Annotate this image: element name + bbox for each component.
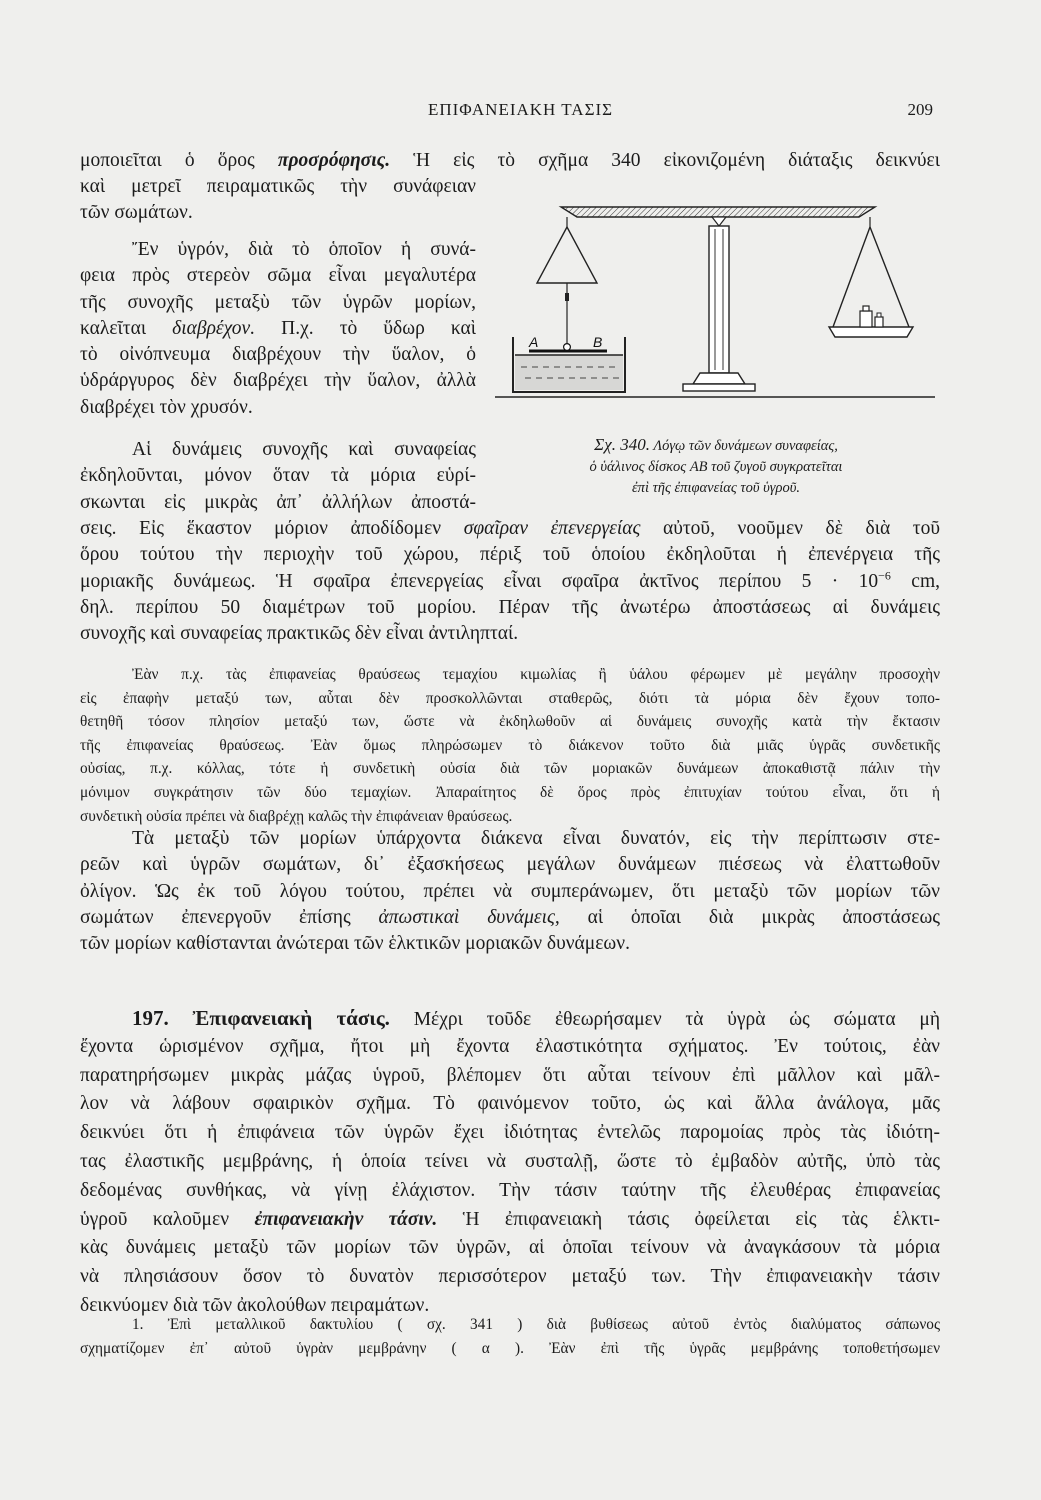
wetting-paragraph: Ἔν ὑγρόν, διὰ τὸ ὁποῖον ἡ συνά- φεια πρὸς στερεὸν σῶμα εἶναι μεγαλυτέρα τῆς συνοχῆς μεταξὺ τῶν ὑγρῶν μορίων, καλεῖται διαβρέχον. Π.χ. τὸ ὕδωρ καὶ τὸ οἰνόπνευμα διαβρέχουν τὴν ὕαλον, ὁ ὑδράργυρος δὲν διαβρέχει τὴν ὕαλον, ἀλλὰ διαβρέχει τὸν χρυσόν. (80, 239, 476, 418)
balance-beam (561, 207, 875, 226)
term-repulsive-forces: ἀπωστικαὶ δυνάμεις, (378, 906, 560, 928)
weights (860, 306, 883, 327)
page-number: 209 (907, 100, 933, 119)
figure-caption: Σχ. 340. Λόγῳ τῶν δυνάμεων συναφείας, ὁ ὑάλινος δίσκος AB τοῦ ζυγοῦ συγκρατεῖται ἐπὶ τῆς ἐπιφανείας τοῦ ὑγροῦ. (589, 435, 843, 496)
forces-paragraph-wrapped: Αἱ δυνάμεις συνοχῆς καὶ συναφείας ἐκδηλοῦνται, μόνον ὅταν τὰ μόρια εὑρί- σκωνται εἰς μικρὰς ἀπ᾽ ἀλλήλων ἀποστά- (80, 439, 476, 513)
section-heading: Ἐπιφανειακὴ τάσις. (192, 1006, 390, 1030)
point-b-label: B (593, 334, 603, 350)
experiment-paragraph: 1. Ἐπὶ μεταλλικοῦ δακτυλίου ( σχ. 341 ) διὰ βυθίσεως αὐτοῦ ἐντὸς διαλύματος σάπωνος σχηματίζομεν ἐπ᾽ αὐτοῦ ὑγρὰν μεμβράνην ( α ). Ἐὰν ἐπὶ τῆς ὑγρᾶς μεμβράνης τοποθετήσωμεν (80, 1316, 940, 1357)
figure-label: Σχ. 340. (594, 435, 650, 454)
term-prosrofisis: προσρόφησις. (277, 150, 391, 171)
intro-line: μοποιεῖται ὁ ὅρος προσρόφησις. Ἡ εἰς τὸ σχῆμα 340 εἰκονιζομένη διάταξις δεικνύει (80, 150, 940, 171)
left-pan-hanger (537, 217, 597, 345)
section-number: 197. (132, 1006, 169, 1030)
gaps-paragraph: Τὰ μεταξὺ τῶν μορίων ὑπάρχοντα διάκενα εἶναι δυνατόν, εἰς τὴν περίπτωσιν στε- ρεῶν καὶ ὑγρῶν σωμάτων, δι᾽ ἐξασκήσεως μεγάλων δυνάμεων πιέσεως νὰ ἐλαττωθοῦν ὀλίγον. Ὡς ἐκ τοῦ λόγου τούτου, πρέπει νὰ συμπεράνωμεν, ὅτι μεταξὺ τῶν μορίων τῶν σωμάτων ἐπενεργοῦν ἐπίσης ἀπωστικαὶ δυνάμεις, αἱ ὁποῖαι διὰ μικρὰς ἀποστάσεως τῶν μορίων καθίστανται ἀνώτεραι τῶν ἑλκτικῶν μοριακῶν δυνάμεων. (80, 828, 940, 955)
term-diavrechon: διαβρέχον. (172, 317, 256, 339)
term-surface-tension: ἐπιφανειακὴν τάσιν. (254, 1208, 438, 1230)
running-header: ΕΠΙΦΑΝΕΙΑΚΗ ΤΑΣΙΣ (427, 100, 614, 119)
forces-paragraph: σεις. Εἰς ἕκαστον μόριον ἀποδίδομεν σφαῖραν ἐπενεργείας αὐτοῦ, νοοῦμεν δὲ διὰ τοῦ ὅρου τούτου τὴν περιοχὴν τοῦ χώρου, πέριξ τοῦ ὁποίου ἐκδηλοῦται ἡ ἐπενέργεια τῆς μοριακῆς δυνάμεως. Ἡ σφαῖρα ἐπενεργείας εἶναι σφαῖρα ἀκτῖνος περίπου $5 \cdot 10^{-6}$ cm, δηλ. περίπου 50 διαμέτρων τοῦ μορίου. Πέραν τῆς ἀνωτέρω ἀποστάσεως αἱ δυνάμεις συνοχῆς καὶ συναφείας πρακτικῶς δὲν εἶναι ἀντιληπταί. (80, 518, 940, 645)
point-a-label: A (529, 334, 539, 350)
section-197: 197. Ἐπιφανειακὴ τάσις. Μέχρι τοῦδε ἐθεωρήσαμεν τὰ ὑγρὰ ὡς σώματα μὴ ἔχοντα ὡρισμένον σχῆμα, ἤτοι μὴ ἔχοντα ἐλαστικότητα σχήματος. Ἐν τούτοις, ἐὰν παρατηρήσωμεν μικρὰς μάζας ὑγροῦ, βλέπομεν ὅτι αὗται τείνουν ἐπὶ μᾶλλον καὶ μᾶλ- λον νὰ λάβουν σφαιρικὸν σχῆμα. Τὸ φαινόμενον τοῦτο, ὡς καὶ ἄλλα ἀνάλογα, μᾶς δεικνύει ὅτι ἡ ἐπιφάνεια τῶν ὑγρῶν ἔχει ἰδιότητας ἐντελῶς παρομοίας πρὸς τὰς ἰδιότη- τας ἐλαστικῆς μεμβράνης, ἡ ὁποία τείνει νὰ συσταλῇ, ὥστε τὸ ἐμβαδὸν αὐτῆς, ὑπὸ τὰς δεδομένας συνθήκας, νὰ γίνῃ ἐλάχιστον. Τὴν τάσιν ταύτην τῆς ἐλευθέρας ἐπιφανείας ὑγροῦ καλοῦμεν ἐπιφανειακὴν τάσιν. Ἡ ἐπιφανειακὴ τάσις ὀφείλεται εἰς τὰς ἑλκτι- κὰς δυνάμεις μεταξὺ τῶν μορίων τῶν ὑγρῶν, αἱ ὁποῖαι τείνουν νὰ ἀναγκάσουν τὰ μόρια νὰ πλησιάσουν ὅσον τὸ δυνατὸν περισσότερον μεταξύ των. Τὴν ἐπιφανειακὴν τάσιν δεικνύομεν διὰ τῶν ἀκολούθων πειραμάτων. (80, 1006, 941, 1316)
note-paragraph: Ἐὰν π.χ. τὰς ἐπιφανείας θραύσεως τεμαχίου κιμωλίας ἢ ὑάλου φέρωμεν μὲ μεγάλην προσοχὴν εἰς ἐπαφὴν μεταξύ των, αὗται δὲν προσκολλῶνται σταθερῶς, διότι τὰ μόρια δὲν ἔχουν τοπο- θετηθῆ τόσον πλησίον μεταξύ των, ὥστε νὰ ἐκδηλωθοῦν αἱ δυνάμεις συνοχῆς κατὰ τὴν ἔκτασιν τῆς ἐπιφανείας θραύσεως. Ἐὰν ὅμως πληρώσωμεν τὸ διάκενον τοῦτο διὰ μιᾶς ὑγρᾶς συνδετικῆς οὐσίας, π.χ. κόλλας, τότε ἡ συνδετικὴ οὐσία διὰ τῶν μοριακῶν δυνάμεων ἀποκαθιστᾷ πάλιν τὴν μόνιμον συγκράτησιν τῶν δύο τεμαχίων. Ἀπαραίτητος δὲ ὅρος πρὸς ἐπιτυχίαν τούτου εἶναι, ὅτι ἡ συνδετικὴ οὐσία πρέπει νὰ διαβρέχῃ καλῶς τὴν ἐπιφάνειαν θραύσεως. (80, 666, 940, 825)
intro-wrapped: καὶ μετρεῖ πειραματικῶς τὴν συνάφειαν τῶν σωμάτων. (80, 176, 476, 224)
figure-340-balance (495, 195, 935, 423)
term-sphere-of-action: σφαῖραν ἐπενεργείας (463, 518, 641, 539)
balance-pillar (683, 226, 755, 391)
